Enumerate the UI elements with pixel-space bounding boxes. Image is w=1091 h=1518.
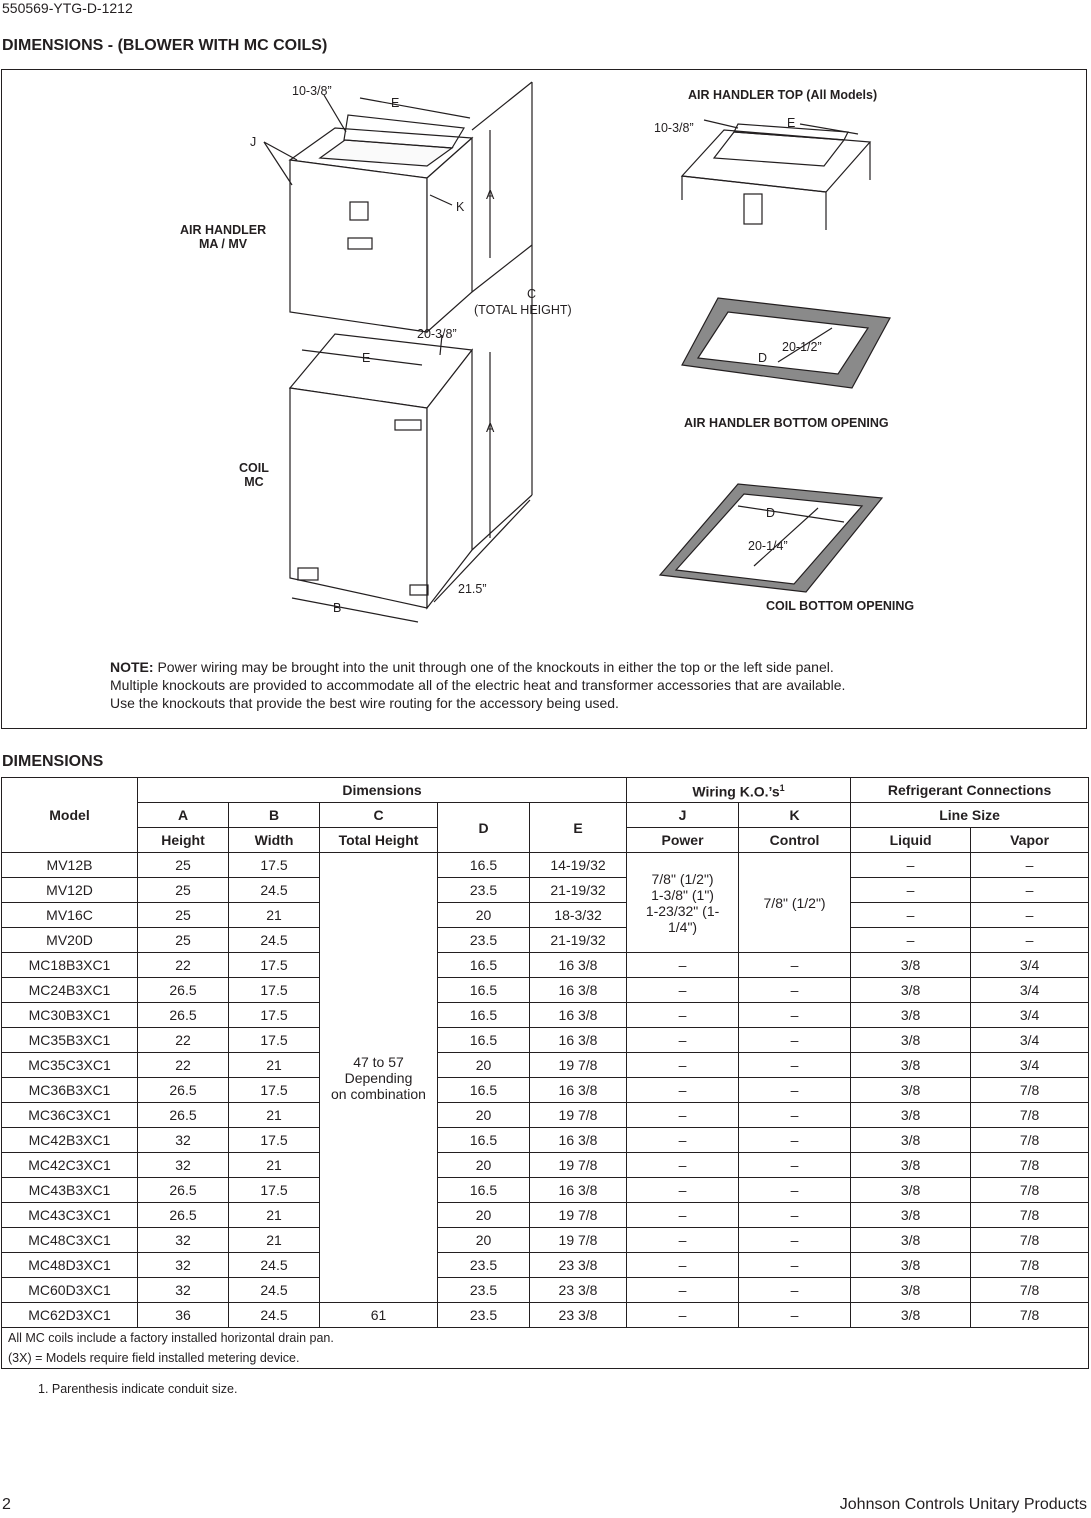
cell-j: – [627, 1228, 739, 1253]
cell-vapor: 7/8 [971, 1303, 1089, 1328]
cell-k: – [739, 1303, 851, 1328]
cell-a: 25 [138, 853, 229, 878]
header-width: Width [229, 828, 320, 853]
header-line-size: Line Size [851, 803, 1089, 828]
dimension-figure [1, 69, 1087, 729]
cell-vapor: 7/8 [971, 1253, 1089, 1278]
cell-e: 18-3/32 [530, 903, 627, 928]
cell-d: 20 [438, 1153, 530, 1178]
cell-e: 16 3/8 [530, 953, 627, 978]
cell-d: 20 [438, 1103, 530, 1128]
cell-k: – [739, 1203, 851, 1228]
cell-liquid: – [851, 903, 971, 928]
cell-liquid: 3/8 [851, 953, 971, 978]
cell-liquid: 3/8 [851, 1053, 971, 1078]
table-row [2, 1103, 1089, 1128]
cell-vapor: – [971, 878, 1089, 903]
cell-e: 23 3/8 [530, 1303, 627, 1328]
cell-b: 24.5 [229, 1278, 320, 1303]
cell-a: 22 [138, 1028, 229, 1053]
cell-b: 24.5 [229, 878, 320, 903]
cell-j: – [627, 1178, 739, 1203]
cell-a: 26.5 [138, 1003, 229, 1028]
header-a: A [138, 803, 229, 828]
dim-21-5: 21.5” [458, 582, 487, 596]
cell-b: 17.5 [229, 978, 320, 1003]
table-row [2, 928, 1089, 953]
cell-e: 19 7/8 [530, 1053, 627, 1078]
header-j: J [627, 803, 739, 828]
cell-k: – [739, 953, 851, 978]
cell-b: 17.5 [229, 1178, 320, 1203]
cell-d: 16.5 [438, 953, 530, 978]
cell-model: MC42C3XC1 [2, 1153, 138, 1178]
cell-model: MV12B [2, 853, 138, 878]
cell-d: 16.5 [438, 978, 530, 1003]
cell-b: 24.5 [229, 1303, 320, 1328]
cell-liquid: 3/8 [851, 1278, 971, 1303]
cell-a: 36 [138, 1303, 229, 1328]
cell-model: MV12D [2, 878, 138, 903]
header-vapor: Vapor [971, 828, 1089, 853]
coil-bottom-opening-title: COIL BOTTOM OPENING [766, 599, 915, 613]
cell-c-merged: 47 to 57 Depending on combination [320, 853, 438, 1303]
cell-e: 19 7/8 [530, 1103, 627, 1128]
cell-e: 19 7/8 [530, 1153, 627, 1178]
cell-model: MC36C3XC1 [2, 1103, 138, 1128]
header-control: Control [739, 828, 851, 853]
cell-e: 14-19/32 [530, 853, 627, 878]
header-d: D [438, 803, 530, 853]
cell-a: 22 [138, 953, 229, 978]
cell-e: 21-19/32 [530, 878, 627, 903]
table-footnote-drain-pan: All MC coils include a factory installed horizontal drain pan. [2, 1328, 1089, 1349]
wiring-note: NOTE: Power wiring may be brought into the unit through one of the knockouts in either the top or the left side panel. Multiple knockouts are provided to accommodate all of the electric heat and transformer accessories that are available. Use the knockouts that provide the best wire routing for the accessory being used. [110, 659, 846, 711]
cell-control-merged: 7/8" (1/2") [739, 853, 851, 953]
cell-e: 23 3/8 [530, 1253, 627, 1278]
air-handler-label: AIR HANDLER MA / MV [180, 223, 267, 251]
cell-model: MC36B3XC1 [2, 1078, 138, 1103]
dim-20-14: 20-1/4” [748, 539, 788, 553]
cell-b: 21 [229, 1203, 320, 1228]
cell-j: – [627, 1003, 739, 1028]
cell-liquid: 3/8 [851, 1253, 971, 1278]
cell-vapor: – [971, 853, 1089, 878]
cell-vapor: 3/4 [971, 1053, 1089, 1078]
cell-model: MC43B3XC1 [2, 1178, 138, 1203]
cell-liquid: – [851, 928, 971, 953]
cell-vapor: 3/4 [971, 978, 1089, 1003]
cell-b: 21 [229, 903, 320, 928]
cell-power-merged: 7/8" (1/2") 1-3/8" (1") 1-23/32" (1- 1/4") [627, 853, 739, 953]
cell-liquid: 3/8 [851, 1303, 971, 1328]
cell-model: MV16C [2, 903, 138, 928]
header-wiring: Wiring $K.O.’s^1$ [627, 778, 851, 803]
cell-k: – [739, 978, 851, 1003]
cell-j: – [627, 1053, 739, 1078]
cell-d: 16.5 [438, 1128, 530, 1153]
cell-b: 24.5 [229, 1253, 320, 1278]
cell-a: 32 [138, 1153, 229, 1178]
cell-liquid: 3/8 [851, 1078, 971, 1103]
cell-a: 26.5 [138, 1203, 229, 1228]
cell-d: 16.5 [438, 853, 530, 878]
cell-model: MC30B3XC1 [2, 1003, 138, 1028]
cell-k: – [739, 1253, 851, 1278]
cell-liquid: 3/8 [851, 978, 971, 1003]
cell-e: 19 7/8 [530, 1228, 627, 1253]
cell-vapor: 3/4 [971, 1028, 1089, 1053]
table-row [2, 1178, 1089, 1203]
cell-b: 17.5 [229, 1003, 320, 1028]
cell-b: 17.5 [229, 1128, 320, 1153]
header-model: Model [2, 778, 138, 853]
header-total-height: Total Height [320, 828, 438, 853]
cell-j: – [627, 1203, 739, 1228]
dim-20-38: 20-3/8” [417, 327, 457, 341]
cell-vapor: 7/8 [971, 1228, 1089, 1253]
cell-model: MC43C3XC1 [2, 1203, 138, 1228]
cell-a: 26.5 [138, 1078, 229, 1103]
cell-e: 16 3/8 [530, 978, 627, 1003]
cell-model: MC18B3XC1 [2, 953, 138, 978]
cell-d: 23.5 [438, 1303, 530, 1328]
cell-d: 23.5 [438, 928, 530, 953]
cell-a: 25 [138, 878, 229, 903]
cell-k: – [739, 1278, 851, 1303]
cell-e: 21-19/32 [530, 928, 627, 953]
cell-a: 32 [138, 1253, 229, 1278]
company-name: Johnson Controls Unitary Products [839, 1496, 1087, 1513]
conduit-footnote: 1. Parenthesis indicate conduit size. [38, 1382, 238, 1396]
header-b: B [229, 803, 320, 828]
cell-vapor: 7/8 [971, 1078, 1089, 1103]
cell-vapor: 7/8 [971, 1128, 1089, 1153]
cell-e: 19 7/8 [530, 1203, 627, 1228]
header-refrigerant: Refrigerant Connections [851, 778, 1089, 803]
cell-k: – [739, 1003, 851, 1028]
cell-d: 20 [438, 1203, 530, 1228]
cell-b: 21 [229, 1103, 320, 1128]
cell-model: MC48D3XC1 [2, 1253, 138, 1278]
cell-d: 16.5 [438, 1003, 530, 1028]
cell-liquid: 3/8 [851, 1028, 971, 1053]
cell-liquid: 3/8 [851, 1203, 971, 1228]
cell-vapor: – [971, 928, 1089, 953]
cell-model: MV20D [2, 928, 138, 953]
cell-model: MC35B3XC1 [2, 1028, 138, 1053]
label-b: B [333, 601, 342, 615]
cell-vapor: 7/8 [971, 1103, 1089, 1128]
table-row [2, 1003, 1089, 1028]
cell-vapor: 3/4 [971, 1003, 1089, 1028]
header-e: E [530, 803, 627, 853]
cell-b: 17.5 [229, 1028, 320, 1053]
table-row [2, 1153, 1089, 1178]
cell-e: 16 3/8 [530, 1003, 627, 1028]
header-liquid: Liquid [851, 828, 971, 853]
cell-d: 16.5 [438, 1178, 530, 1203]
cell-a: 26.5 [138, 978, 229, 1003]
cell-liquid: 3/8 [851, 1228, 971, 1253]
dimensions-table [1, 777, 1089, 1369]
label-k: K [456, 200, 465, 214]
cell-vapor: 7/8 [971, 1278, 1089, 1303]
cell-j: – [627, 1078, 739, 1103]
cell-e: 16 3/8 [530, 1028, 627, 1053]
cell-a: 25 [138, 928, 229, 953]
coil-label: COIL MC [239, 461, 269, 489]
cell-a: 32 [138, 1228, 229, 1253]
cell-model: MC60D3XC1 [2, 1278, 138, 1303]
cell-j: – [627, 1153, 739, 1178]
cell-k: – [739, 1228, 851, 1253]
cell-k: – [739, 1153, 851, 1178]
cell-e: 16 3/8 [530, 1078, 627, 1103]
header-k: K [739, 803, 851, 828]
table-footnote-metering: (3X) = Models require field installed metering device. [2, 1348, 1089, 1369]
cell-d: 16.5 [438, 1028, 530, 1053]
cell-j: – [627, 1103, 739, 1128]
cell-vapor: 7/8 [971, 1153, 1089, 1178]
table-row [2, 953, 1089, 978]
cell-k: – [739, 1178, 851, 1203]
label-e-top: E [391, 96, 400, 110]
cell-vapor: 7/8 [971, 1178, 1089, 1203]
cell-k: – [739, 1128, 851, 1153]
table-row [2, 1253, 1089, 1278]
table-row [2, 903, 1089, 928]
cell-b: 17.5 [229, 1078, 320, 1103]
table-row [2, 878, 1089, 903]
cell-model: MC48C3XC1 [2, 1228, 138, 1253]
label-a-upper: A [486, 188, 495, 202]
table-title: DIMENSIONS [2, 753, 104, 770]
table-row [2, 1203, 1089, 1228]
label-a-lower: A [486, 421, 495, 435]
top-view-title: AIR HANDLER TOP (All Models) [688, 88, 878, 102]
cell-a: 25 [138, 903, 229, 928]
table-body [2, 853, 1089, 1328]
label-e-right: E [787, 116, 796, 130]
cell-b: 17.5 [229, 853, 320, 878]
cell-vapor: 7/8 [971, 1203, 1089, 1228]
cell-j: – [627, 1028, 739, 1053]
table-row [2, 1128, 1089, 1153]
cell-b: 21 [229, 1153, 320, 1178]
cell-d: 23.5 [438, 878, 530, 903]
cell-k: – [739, 1103, 851, 1128]
table-row [2, 1228, 1089, 1253]
cell-a: 32 [138, 1278, 229, 1303]
page-number: 2 [2, 1496, 11, 1513]
table-row [2, 1028, 1089, 1053]
cell-model: MC35C3XC1 [2, 1053, 138, 1078]
cell-liquid: 3/8 [851, 1003, 971, 1028]
header-power: Power [627, 828, 739, 853]
cell-liquid: 3/8 [851, 1178, 971, 1203]
dim-10-38-left: 10-3/8” [292, 84, 332, 98]
header-height: Height [138, 828, 229, 853]
cell-j: – [627, 1278, 739, 1303]
cell-model: MC62D3XC1 [2, 1303, 138, 1328]
cell-vapor: – [971, 903, 1089, 928]
cell-e: 16 3/8 [530, 1128, 627, 1153]
cell-k: – [739, 1078, 851, 1103]
cell-a: 26.5 [138, 1103, 229, 1128]
dim-10-38-right: 10-3/8” [654, 121, 694, 135]
table-row [2, 1053, 1089, 1078]
cell-c: 61 [320, 1303, 438, 1328]
figure-title: DIMENSIONS - (BLOWER WITH MC COILS) [2, 37, 328, 54]
cell-k: – [739, 1028, 851, 1053]
cell-a: 32 [138, 1128, 229, 1153]
cell-liquid: – [851, 878, 971, 903]
cell-d: 20 [438, 903, 530, 928]
cell-b: 21 [229, 1053, 320, 1078]
cell-a: 26.5 [138, 1178, 229, 1203]
cell-j: – [627, 953, 739, 978]
cell-j: – [627, 978, 739, 1003]
cell-liquid: 3/8 [851, 1103, 971, 1128]
cell-liquid: – [851, 853, 971, 878]
table-row [2, 1278, 1089, 1303]
cell-model: MC42B3XC1 [2, 1128, 138, 1153]
label-d-ah: D [758, 351, 768, 365]
cell-e: 23 3/8 [530, 1278, 627, 1303]
cell-liquid: 3/8 [851, 1128, 971, 1153]
cell-model: MC24B3XC1 [2, 978, 138, 1003]
label-e-mid: E [362, 351, 371, 365]
cell-b: 24.5 [229, 928, 320, 953]
cell-liquid: 3/8 [851, 1153, 971, 1178]
label-d-coil: D [766, 506, 776, 520]
total-height-label: (TOTAL HEIGHT) [474, 303, 572, 317]
unit-drawings [2, 70, 1088, 730]
cell-j: – [627, 1303, 739, 1328]
cell-d: 23.5 [438, 1278, 530, 1303]
cell-j: – [627, 1128, 739, 1153]
header-dimensions: Dimensions [138, 778, 627, 803]
table-row [2, 853, 1089, 878]
cell-b: 17.5 [229, 953, 320, 978]
label-c: C [527, 287, 537, 301]
ah-bottom-opening-title: AIR HANDLER BOTTOM OPENING [684, 416, 889, 430]
document-id: 550569-YTG-D-1212 [2, 0, 133, 16]
label-j: J [250, 135, 257, 149]
cell-d: 16.5 [438, 1078, 530, 1103]
cell-a: 22 [138, 1053, 229, 1078]
cell-j: – [627, 1253, 739, 1278]
table-row [2, 1303, 1089, 1328]
cell-d: 20 [438, 1228, 530, 1253]
table-row [2, 1078, 1089, 1103]
cell-k: – [739, 1053, 851, 1078]
cell-d: 20 [438, 1053, 530, 1078]
cell-d: 23.5 [438, 1253, 530, 1278]
dim-20-12: 20-1/2” [782, 340, 822, 354]
header-c: C [320, 803, 438, 828]
table-row [2, 978, 1089, 1003]
cell-b: 21 [229, 1228, 320, 1253]
cell-e: 16 3/8 [530, 1178, 627, 1203]
cell-vapor: 3/4 [971, 953, 1089, 978]
